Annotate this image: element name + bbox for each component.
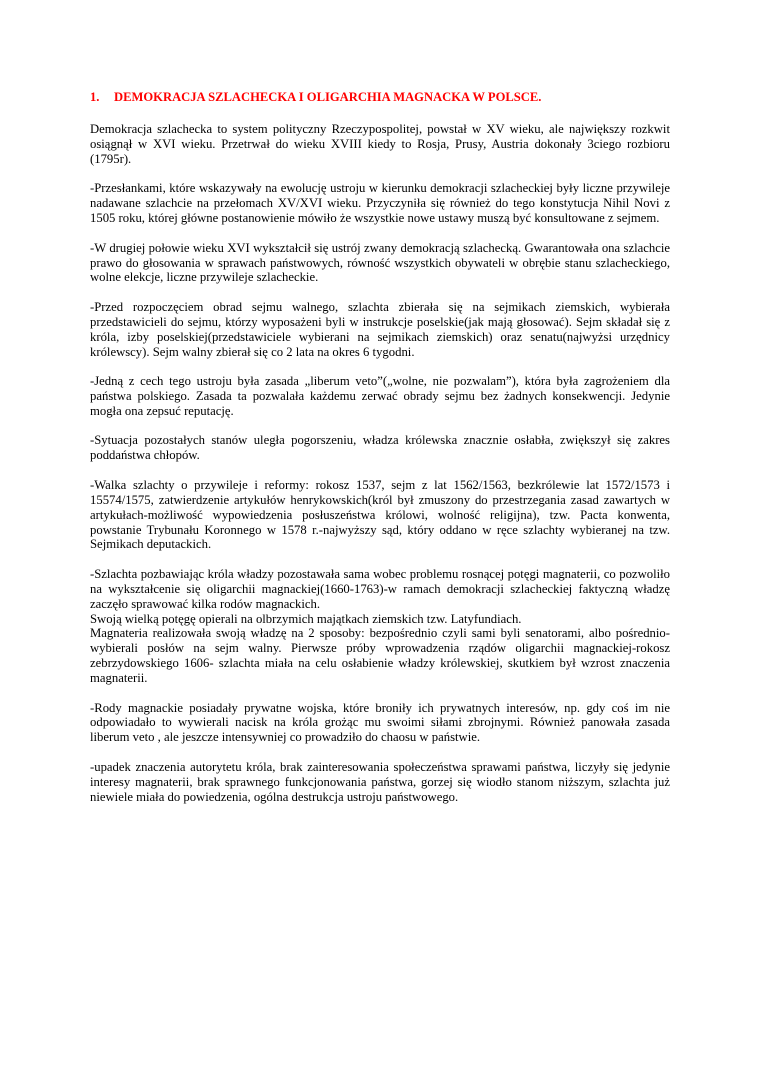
document-page — [90, 90, 670, 819]
heading-title: DEMOKRACJA SZLACHECKA I OLIGARCHIA MAGNACKA W POLSCE. — [114, 90, 542, 104]
paragraph-private-armies: -Rody magnackie posiadały prywatne wojska, które broniły ich prywatnych interesów, np. gdy coś im nie odpowiadało to wywierali nacisk na króla grożąc mu swoimi siłami zbrojnymi. Również panowała zasada liberum veto , ale jeszcze intensywniej co prowadziło do chaosu w państwie. — [90, 700, 670, 745]
paragraph-other-estates: -Sytuacja pozostałych stanów uległa pogorszeniu, władza królewska znacznie osłabła, zwiększył się zakres poddaństwa chłopów. — [90, 433, 670, 463]
paragraph-privileges-struggle: -Walka szlachty o przywileje i reformy: rokosz 1537, sejm z lat 1562/1563, bezkrólewie lat 1572/1573 i 15574/1575, zatwierdzenie artykułów henrykowskich(król był zmuszony do przestrzegania zasad zawartych w artykułach-możliwość wypowiedzenia posłuszeństwa królowi, wolność religijna), tzw. Pacta konwenta, powstanie Trybunału Koronnego w 1578 r.-najwyższy sąd, który oddano w ręce szlachty wybieranej na tzw. Sejmikach deputackich. — [90, 477, 670, 552]
section-heading — [90, 90, 670, 105]
paragraph-decline: -upadek znaczenia autorytetu króla, brak zainteresowania społeczeństwa sprawami państwa, liczyły się jedynie interesy magnaterii, brak sprawnego funkcjonowania państwa, gorzej się wiodło stanom niższym, szlachta już niewiele miała do powiedzenia, ogólna destrukcja ustroju państwowego. — [90, 759, 670, 804]
paragraph-magnate-oligarchy: -Szlachta pozbawiając króla władzy pozostawała sama wobec problemu rosnącej potęgi magnaterii, co pozwoliło na wykształcenie się oligarchii magnackiej(1660-1763)-w ramach demokracji szlacheckiej faktyczną władzę zaczęło sprawować kilka rodów magnackich. — [90, 566, 670, 611]
magnate-block — [90, 567, 670, 686]
paragraph-latifundia: Swoją wielką potęgę opierali na olbrzymich majątkach ziemskich tzw. Latyfundiach. — [90, 611, 522, 626]
paragraph-system-formation: -W drugiej połowie wieku XVI wykształcił się ustrój zwany demokracją szlachecką. Gwarantowała ona szlachcie prawo do głosowania w sprawach państwowych, równość wszystkich obywateli w obrębie stanu szlacheckiego, wolne elekcje, liczne przywileje szlacheckie. — [90, 240, 670, 285]
paragraph-liberum-veto: -Jedną z cech tego ustroju była zasada „liberum veto”(„wolne, nie pozwalam”), która była zagrożeniem dla państwa polskiego. Zasada ta pozwalała każdemu zerwać obrady sejmu bez żadnych konsekwencji. Jedynie mogła ona zepsuć reputację. — [90, 374, 670, 418]
heading-number: 1. — [90, 90, 100, 104]
paragraph-premises: -Przesłankami, które wskazywały na ewolucję ustroju w kierunku demokracji szlacheckiej były liczne przywileje nadawane szlachcie na przełomach XV/XVI wieku. Przyczyniła się również do tego konstytucja Nihil Novi z 1505 roku, której główne postanowienie mówiło że wszystkie nowe ustawy muszą być konsultowane z sejmem. — [90, 181, 670, 226]
paragraph-intro: Demokracja szlachecka to system polityczny Rzeczypospolitej, powstał w XV wieku, ale największy rozkwit osiągnął w XVI wieku. Przetrwał do wieku XVIII kiedy to Rosja, Prusy, Austria dokonały 3ciego rozbioru (1795r). — [90, 122, 670, 166]
paragraph-sejm: -Przed rozpoczęciem obrad sejmu walnego, szlachta zbierała się na sejmikach ziemskich, wybierała przedstawicieli do sejmu, którzy wyposażeni byli w instrukcje poselskie(jak mają głosować). Sejm składał się z króla, izby poselskiej(przedstawiciele wybierani na sejmikach ziemskich) oraz senatu(najwyżsi urzędnicy królewscy). Sejm walny zbierał się co 2 lata na okres 6 tygodni. — [90, 299, 670, 359]
paragraph-magnate-power: Magnateria realizowała swoją władzę na 2 sposoby: bezpośrednio czyli sami byli senatorami, albo pośrednio-wybierali posłów na sejm walny. Pierwsze próby wprowadzenia rządów oligarchii magnackiej-rokosz zebrzydowskiego 1606- szlachta miała na celu osłabienie władzy królewskiej, skutkiem był wzrost znaczenia magnaterii. — [90, 626, 670, 685]
